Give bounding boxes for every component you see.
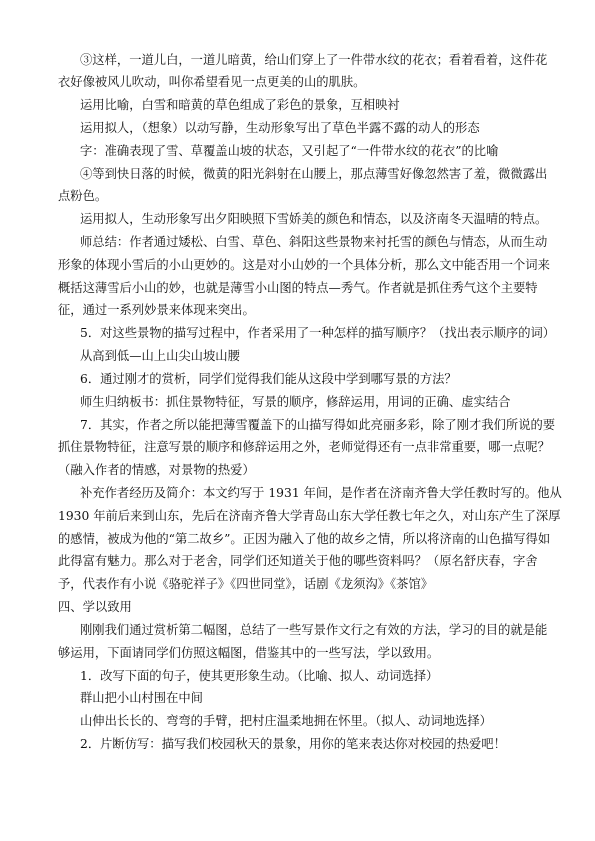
- text-line: 师生归纳板书：抓住景物特征，写景的顺序，修辞运用，用词的正确、虚实结合: [80, 395, 511, 409]
- text-line: ④等到快日落的时候，微黄的阳光斜射在山腰上，那点薄雪好像忽然害了羞，微微露出: [80, 167, 548, 181]
- text-line: （融入作者的情感，对景物的热爱）: [58, 463, 255, 477]
- text-line: 1．改写下面的句子，使其更形象生动。（比喻、拟人、动词选择）: [80, 669, 439, 683]
- text-line: 征，通过一系列妙景来体现来突出。: [58, 303, 255, 317]
- text-line: 山伸出长长的、弯弯的手臂，把村庄温柔地拥在怀里。（拟人、动词地选择）: [80, 714, 492, 728]
- text-line: 字：准确表现了雪、草覆盖山坡的状态，又引起了“一件带水纹的花衣”的比喻: [80, 144, 499, 158]
- text-line: 概括这薄雪后小山的妙，也就是薄雪小山图的特点—秀气。作者就是抓住秀气这个主要特: [58, 281, 538, 295]
- section-heading: 四、学以致用: [58, 600, 132, 614]
- text-line: 够运用，下面请同学们仿照这幅图，借鉴其中的一些写法，学以致用。: [58, 646, 440, 660]
- text-line: 群山把小山村围在中间: [80, 691, 203, 705]
- text-line: 点粉色。: [58, 189, 108, 203]
- text-line: 运用比喻，白雪和暗黄的草色组成了彩色的景象，互相映衬: [80, 98, 400, 112]
- text-line: 6．通过刚才的赏析，同学们觉得我们能从这段中学到哪写景的方法？: [80, 372, 457, 386]
- text-line: 予，代表作有小说《骆驼祥子》《四世同堂》，话剧《龙须沟》《茶馆》: [58, 577, 434, 591]
- text-line: 从高到低—山上山尖山坡山腰: [80, 349, 240, 363]
- text-line: 5．对这些景物的描写过程中，作者采用了一种怎样的描写顺序？（找出表示顺序的词）: [80, 326, 556, 340]
- text-line: 运用拟人，生动形象写出夕阳映照下雪娇美的颜色和情态，以及济南冬天温晴的特点。: [80, 212, 548, 226]
- text-line: 的感情，被成为他的“第二故乡”。正因为融入了他的故乡之情，所以将济南的山色描写得如: [58, 532, 551, 546]
- text-line: 形象的体现小雪后的小山更妙的。这是对小山妙的一个具体分析，那么文中能否用一个词来: [58, 258, 550, 272]
- text-line: 7．其实，作者之所以能把薄雪覆盖下的山描写得如此亮丽多彩，除了刚才我们所说的要: [80, 418, 556, 432]
- text-line: 刚刚我们通过赏析第二幅图，总结了一些写景作文行之有效的方法，学习的目的就是能: [80, 623, 548, 637]
- text-line: 师总结：作者通过矮松、白雪、草色、斜阳这些景物来衬托雪的颜色与情态，从而生动: [80, 235, 548, 249]
- text-line: ③这样，一道儿白，一道儿暗黄，给山们穿上了一件带水纹的花衣；看着看着，这件花: [80, 53, 548, 67]
- text-line: 抓住景物特征，注意写景的顺序和修辞运用之外，老师觉得还有一点非常重要，哪一点呢？: [58, 440, 550, 454]
- text-line: 补充作者经历及简介：本文约写于 1931 年间，是作者在济南齐鲁大学任教时写的。他从: [80, 486, 562, 500]
- text-line: 此得富有魅力。那么对于老舍，同学们还知道关于他的哪些资料吗？（原名舒庆春，字舍: [58, 554, 538, 568]
- text-line: 衣好像被风儿吹动，叫你希望看见一点更美的山的肌肤。: [58, 75, 366, 89]
- text-line: 2．片断仿写：描写我们校园秋天的景象，用你的笔来表达你对校园的热爱吧！: [80, 737, 506, 751]
- text-line: 运用拟人，（想象）以动写静，生动形象写出了草色半露不露的动人的形态: [80, 121, 480, 135]
- text-line: 1930 年前后来到山东，先后在济南齐鲁大学青岛山东大学任教七年之久，对山东产生了深厚: [58, 509, 561, 523]
